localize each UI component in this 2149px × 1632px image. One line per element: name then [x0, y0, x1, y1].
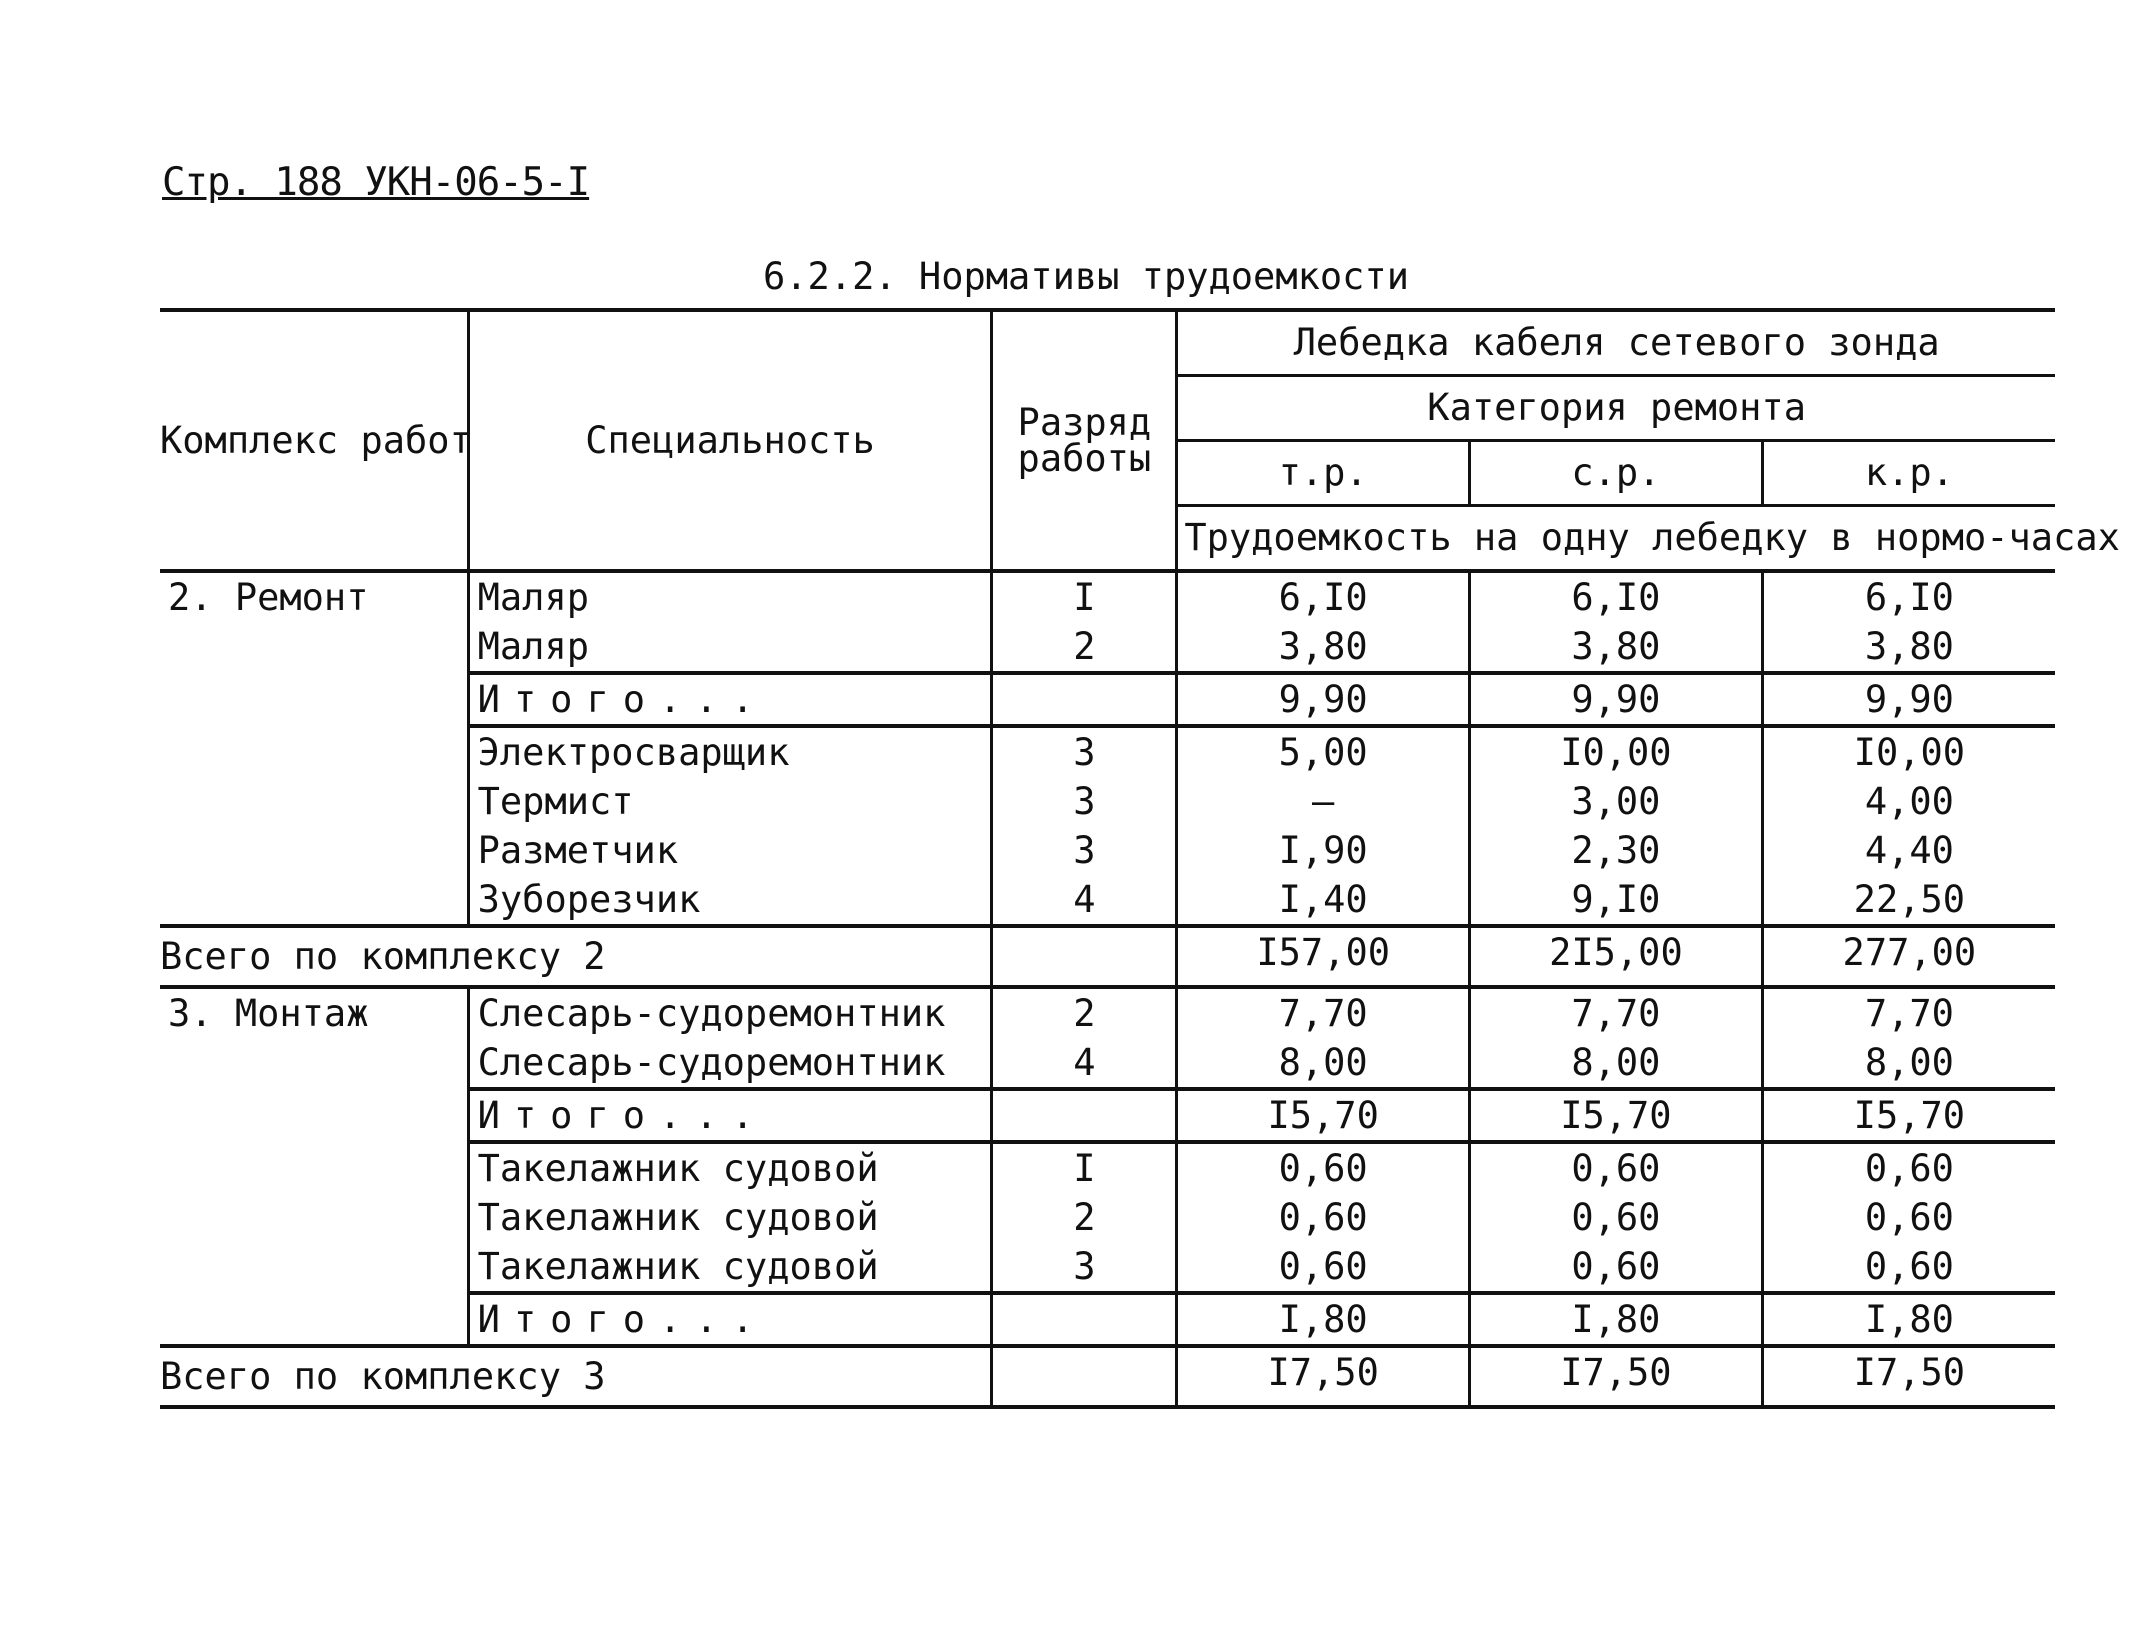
subtotal-label: Итого... — [468, 1089, 992, 1142]
specialty-cell: Электросварщик — [468, 726, 992, 777]
table-title: 6.2.2. Нормативы трудоемкости — [762, 255, 1409, 298]
total-sr: 2I5,00 — [1470, 926, 1763, 987]
grade-cell: 3 — [992, 777, 1177, 826]
value-kr-cell: 8,00 — [1762, 1038, 2055, 1089]
value-tr-cell: 7,70 — [1177, 987, 1470, 1038]
header-specialty: Специальность — [468, 310, 992, 571]
value-tr-cell: 8,00 — [1177, 1038, 1470, 1089]
value-sr-cell: I0,00 — [1470, 726, 1763, 777]
value-sr-cell: 0,60 — [1470, 1242, 1763, 1293]
subtotal-tr: I5,70 — [1177, 1089, 1470, 1142]
value-tr-cell: 0,60 — [1177, 1193, 1470, 1242]
subtotal-tr: 9,90 — [1177, 673, 1470, 726]
section-total-label: Всего по комплексу 2 — [160, 926, 992, 987]
section-total-label: Всего по комплексу 3 — [160, 1346, 992, 1407]
value-sr-cell: 7,70 — [1470, 987, 1763, 1038]
specialty-cell: Такелажник судовой — [468, 1193, 992, 1242]
section-total-row — [160, 926, 2055, 987]
subtotal-kr: I,80 — [1762, 1293, 2055, 1346]
value-tr-cell: 5,00 — [1177, 726, 1470, 777]
grade-cell: 3 — [992, 1242, 1177, 1293]
value-kr-cell: I0,00 — [1762, 726, 2055, 777]
value-kr-cell: 4,00 — [1762, 777, 2055, 826]
total-grade-empty — [992, 926, 1177, 987]
grade-cell: I — [992, 571, 1177, 622]
header-kr: к.р. — [1762, 441, 2055, 506]
header-grade-line2: работы — [1017, 436, 1152, 480]
value-kr-cell: 0,60 — [1762, 1242, 2055, 1293]
value-tr-cell: 3,80 — [1177, 622, 1470, 673]
specialty-cell: Слесарь-судоремонтник — [468, 1038, 992, 1089]
subtotal-tr: I,80 — [1177, 1293, 1470, 1346]
specialty-cell: Зуборезчик — [468, 875, 992, 926]
grade-cell: 4 — [992, 1038, 1177, 1089]
value-sr-cell: 3,80 — [1470, 622, 1763, 673]
subtotal-grade-empty — [992, 673, 1177, 726]
value-kr-cell: 0,60 — [1762, 1142, 2055, 1193]
subtotal-label: Итого... — [468, 673, 992, 726]
subtotal-grade-empty — [992, 1089, 1177, 1142]
header-repair-category: Категория ремонта — [1177, 376, 2055, 441]
subtotal-label: Итого... — [468, 1293, 992, 1346]
value-kr-cell: 7,70 — [1762, 987, 2055, 1038]
value-sr-cell: 0,60 — [1470, 1142, 1763, 1193]
header-winch-group: Лебедка кабеля сетевого зонда — [1177, 310, 2055, 376]
grade-cell: I — [992, 1142, 1177, 1193]
grade-cell: 2 — [992, 622, 1177, 673]
specialty-cell: Маляр — [468, 571, 992, 622]
specialty-cell: Маляр — [468, 622, 992, 673]
total-tr: I57,00 — [1177, 926, 1470, 987]
value-kr-cell: 3,80 — [1762, 622, 2055, 673]
total-kr: 277,00 — [1762, 926, 2055, 987]
total-sr: I7,50 — [1470, 1346, 1763, 1407]
specialty-cell: Разметчик — [468, 826, 992, 875]
section-total-row — [160, 1346, 2055, 1407]
subtotal-sr: I5,70 — [1470, 1089, 1763, 1142]
value-sr-cell: 2,30 — [1470, 826, 1763, 875]
value-sr-cell: 0,60 — [1470, 1193, 1763, 1242]
section-name: 2. Ремонт — [168, 576, 369, 619]
value-kr-cell: 22,50 — [1762, 875, 2055, 926]
specialty-cell: Термист — [468, 777, 992, 826]
subtotal-kr: 9,90 — [1762, 673, 2055, 726]
value-tr-cell: 6,I0 — [1177, 571, 1470, 622]
value-kr-cell: 0,60 — [1762, 1193, 2055, 1242]
total-tr: I7,50 — [1177, 1346, 1470, 1407]
grade-cell: 4 — [992, 875, 1177, 926]
header-grade — [992, 310, 1177, 571]
value-tr-cell: 0,60 — [1177, 1242, 1470, 1293]
specialty-cell: Слесарь-судоремонтник — [468, 987, 992, 1038]
total-grade-empty — [992, 1346, 1177, 1407]
header-grade-line1: Разряд — [1017, 400, 1152, 444]
grade-cell: 2 — [992, 987, 1177, 1038]
value-kr-cell: 4,40 — [1762, 826, 2055, 875]
value-sr-cell: 8,00 — [1470, 1038, 1763, 1089]
value-tr-cell: – — [1177, 777, 1470, 826]
specialty-cell: Такелажник судовой — [468, 1142, 992, 1193]
value-sr-cell: 9,I0 — [1470, 875, 1763, 926]
total-kr: I7,50 — [1762, 1346, 2055, 1407]
table-row — [160, 571, 2055, 622]
value-sr-cell: 6,I0 — [1470, 571, 1763, 622]
page-reference: Стр. 188 УКН-06-5-I — [162, 160, 590, 205]
grade-cell: 2 — [992, 1193, 1177, 1242]
value-tr-cell: I,40 — [1177, 875, 1470, 926]
header-complex: Комплекс работ — [160, 419, 472, 462]
subtotal-kr: I5,70 — [1762, 1089, 2055, 1142]
subtotal-sr: 9,90 — [1470, 673, 1763, 726]
table-row — [160, 987, 2055, 1038]
labor-norms-table — [160, 308, 2120, 1409]
grade-cell: 3 — [992, 826, 1177, 875]
subtotal-grade-empty — [992, 1293, 1177, 1346]
value-tr-cell: I,90 — [1177, 826, 1470, 875]
value-kr-cell: 6,I0 — [1762, 571, 2055, 622]
header-tr: т.р. — [1177, 441, 1470, 506]
subtotal-sr: I,80 — [1470, 1293, 1763, 1346]
header-sr: с.р. — [1470, 441, 1763, 506]
grade-cell: 3 — [992, 726, 1177, 777]
value-tr-cell: 0,60 — [1177, 1142, 1470, 1193]
header-unit: Трудоемкость на одну лебедку в нормо-часах — [1177, 506, 2055, 572]
section-name: 3. Монтаж — [168, 992, 369, 1035]
specialty-cell: Такелажник судовой — [468, 1242, 992, 1293]
value-sr-cell: 3,00 — [1470, 777, 1763, 826]
